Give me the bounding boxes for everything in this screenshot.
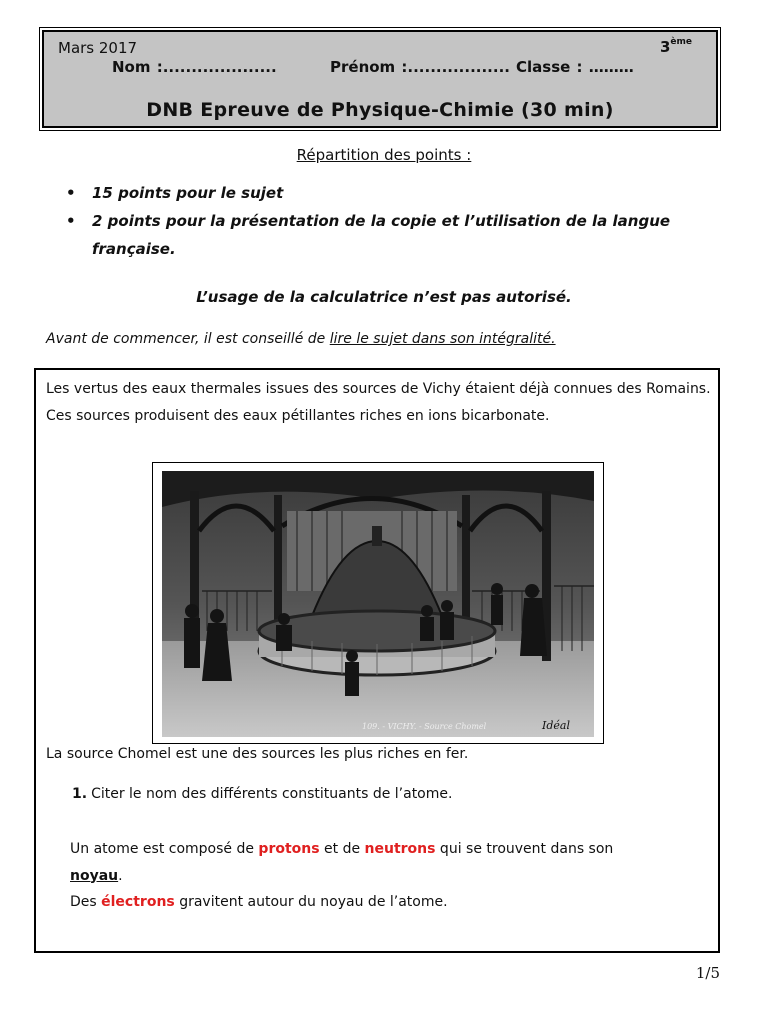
prenom-field[interactable]: Prénom :.................. [330, 58, 510, 76]
vichy-source-photo [162, 471, 594, 737]
question-1 [72, 786, 452, 802]
advice-text-underlined: lire le sujet dans son intégralité. [329, 331, 556, 347]
class-level-number: 3 [659, 38, 671, 56]
exam-title: DNB Epreuve de Physique-Chimie (30 min) [146, 99, 614, 121]
answer-text: . [118, 867, 123, 884]
answer-text: Des [70, 894, 102, 910]
classe-field[interactable]: Classe : ……… [516, 58, 634, 76]
nom-field[interactable]: Nom :.................... [112, 58, 277, 76]
answer-text: qui se trouvent dans son [435, 841, 614, 857]
answer-noyau: noyau [70, 867, 119, 884]
answer-electrons: électrons [101, 894, 175, 910]
intro-paragraph: Les vertus des eaux thermales issues des sources de Vichy étaient déjà connues des Romains. Ces sources produisent des eaux pétillantes riches en ions bicarbonate. [46, 381, 711, 424]
answer-text: Un atome est composé de [70, 841, 259, 857]
exercise-box [34, 368, 720, 953]
points-title: Répartition des points : [296, 146, 472, 164]
list-item: • 2 points pour la présentation de la copie et l’utilisation de la langue française. [66, 207, 706, 263]
list-item: • 15 points pour le sujet [66, 179, 706, 207]
advice-text [46, 331, 556, 347]
question-number: 1. [72, 786, 88, 802]
question-text: Citer le nom des différents constituants de l’atome. [91, 786, 453, 802]
photo-caption: 109. - VICHY. - Source Chomel [362, 722, 487, 731]
header-box [42, 30, 718, 128]
class-level [660, 37, 692, 56]
source-caption: La source Chomel est une des sources les plus riches en fer. [46, 746, 469, 762]
exam-date: Mars 2017 [58, 39, 138, 57]
student-fields [112, 58, 634, 76]
page-number: 1/5 [695, 964, 720, 982]
answer-text: et de [319, 841, 365, 857]
photo-signature: Idéal [542, 719, 570, 732]
photo-illustration [162, 471, 594, 737]
advice-text-plain: Avant de commencer, il est conseillé de [46, 331, 330, 347]
calculator-note: L’usage de la calculatrice n’est pas autorisé. [196, 288, 572, 306]
answer-text: gravitent autour du noyau de l’atome. [174, 894, 448, 910]
answer-block [70, 836, 710, 916]
answer-protons: protons [258, 841, 320, 857]
points-list [66, 179, 706, 263]
class-level-suffix: ème [670, 37, 692, 47]
photo-frame [152, 462, 604, 744]
answer-neutrons: neutrons [364, 841, 436, 857]
